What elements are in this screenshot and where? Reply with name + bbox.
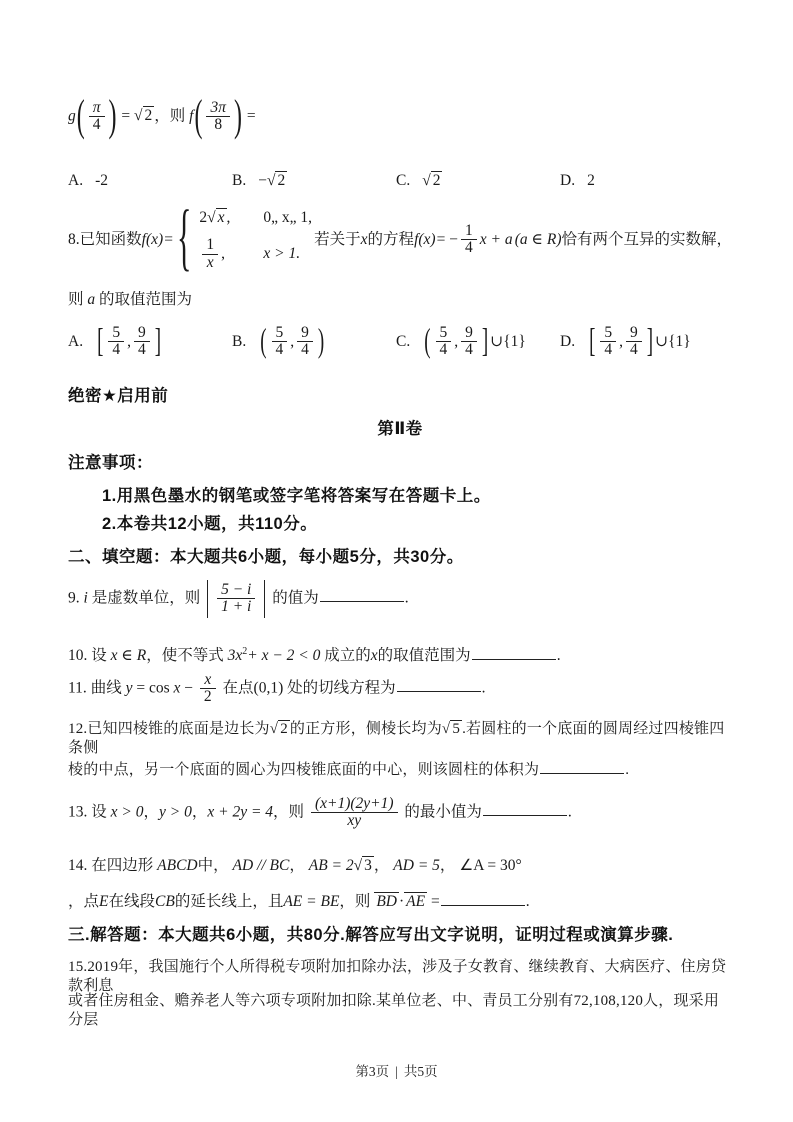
sqrt-x: √ x [207,209,225,226]
fraction-9-4: 9 4 [626,325,642,359]
q8-option-d [560,322,724,361]
option-label: B. [232,172,247,189]
radical-icon: √ [422,172,431,189]
math-y-gt-0: y > 0 [159,803,192,821]
math-y: y [125,679,133,697]
q10-line [68,646,732,666]
radical-icon: √ [269,721,279,737]
comma: , [290,332,295,350]
period: . [404,589,409,607]
math-e: E [99,893,109,911]
option-label: D. [560,332,576,350]
radical-icon: √ [266,172,276,189]
q15-line-1: 15.2019年，我国施行个人所得税专项附加扣除办法，涉及子女教育、继续教育、大病医疗、住房贷款利息 [68,959,727,994]
piecewise-row-2 [199,237,312,271]
notice-item-2: 2.本卷共12小题，共110分。 [102,515,318,533]
q8-tail-text: 恰有两个互异的实数解， [561,230,732,248]
q9-line [68,580,732,618]
option-label: D. [560,172,576,189]
answer-blank [483,802,567,816]
q14-text-4: ，则 [339,893,371,911]
equals-sign: = [246,107,256,125]
math-fx: f(x) [414,230,436,248]
comma: ， [373,857,390,874]
close-bracket: ] [481,322,489,361]
q7-option-b [232,172,396,190]
fill-in-section-header: 二、填空题：本大题共6小题，每小题5分，共30分。 [68,548,464,566]
close-bracket: ) [317,322,325,361]
open-paren: ( [76,92,85,141]
open-bracket: [ [589,322,596,361]
option-value: 2 [587,172,595,189]
option-label: B. [232,332,247,350]
answer-blank [472,646,556,660]
period: . [625,761,630,778]
option-label: C. [396,172,411,189]
fraction-1-4: $\frac{1}{4}$ [461,223,477,257]
q14-text-3: 的延长线上，且 [174,893,284,911]
point-coords: (0,1) [253,679,284,697]
q7-formula-line [68,92,732,141]
abs-value-fraction [207,580,265,618]
fraction-9-4: 9 4 [297,325,313,359]
equals-cos: = cos [136,679,170,697]
comma: ， [439,857,456,874]
fraction-complex: $\frac{5 - i}{1 + i}$ [217,582,255,616]
q9-text: 是虚数单位，则 [91,589,201,607]
option-value: -2 [95,172,108,189]
dot-operator: · [398,893,405,911]
q12-line-1 [68,720,732,758]
period: . [525,893,530,911]
q14-pre: 在四边形 [91,857,154,874]
close-paren: ) [234,92,242,141]
sqrt-2: √ 2 [422,172,441,189]
union-set: ∪{1} [655,333,691,351]
math-constraint: x + 2y = 4 [207,803,274,821]
q13-number: 13. [68,803,88,821]
page-number: 第3页 [355,1064,390,1079]
equals-sign: = [121,107,131,125]
q12-line-2 [68,760,732,780]
piecewise-block [199,208,312,271]
q7-option-d [560,172,724,190]
math-x-in-R: x ∈ R [110,647,147,665]
radical-icon: √ [441,721,451,737]
close-bracket: ] [646,322,654,361]
math-a: a [87,291,96,308]
union-set: ∪{1} [490,333,526,351]
open-paren: ( [194,92,203,141]
math-inequality: + x − 2 < 0 [247,647,321,665]
period: . [481,679,486,697]
comma: , [226,209,231,226]
vector-bd: BD [376,893,397,911]
period: . [556,647,561,665]
fraction-9-4: 9 4 [134,325,150,359]
close-bracket: ] [154,322,162,361]
math-x-gt-0: x > 0 [110,803,144,821]
piecewise-expr-2 [199,237,263,271]
sqrt-5: √ 5 [441,721,461,737]
comma: ， [289,857,305,874]
fraction-pi-4: $\frac{\pi}{4}$ [89,100,105,134]
range-text: 的取值范围为 [99,291,193,308]
q14-line-1 [68,856,732,875]
comma: ， [143,803,159,821]
q13-pre: 设 [91,803,107,821]
volume-title: 第Ⅱ卷 [377,420,423,438]
sqrt-2: √ 2 [266,172,286,189]
option-label: C. [396,332,411,350]
answer-blank [441,892,525,906]
minus-sign: − [258,172,267,189]
open-bracket: ( [424,322,431,361]
radical-icon: √ [353,857,363,874]
q10-number: 10. [68,647,88,665]
math-angle: ∠A = 30° [459,857,522,874]
staff-counts: 72,108,120 [573,993,644,1009]
math-parallel: AD // BC [232,857,290,874]
fraction-5-4: 5 4 [600,325,616,359]
q13-line [68,796,732,830]
math-ab: AB = 2 [308,857,354,874]
math-g: g [68,107,76,125]
radical-icon: √ [207,209,216,226]
q7-option-c [396,172,560,190]
answer-blank [320,588,404,602]
q10-pre: 设 [91,647,107,665]
option-label: A. [68,172,84,189]
notice-item-1: 1.用黑色墨水的钢笔或签字笔将答案写在答题卡上。 [102,487,491,505]
fraction-x-2: $\frac{x}{2}$ [200,672,216,706]
q8-question-line [68,196,732,280]
solution-section-header: 三.解答题：本大题共6小题，共80分.解答应写出文字说明，证明过程或演算步骤. [68,926,674,944]
q12-text-1: 12.已知四棱锥的底面是边长为 [68,721,270,737]
secret-banner: 绝密★启用前 [68,387,169,405]
q11-number: 11. [68,679,87,697]
piecewise-brace: { [176,196,192,280]
then-text: ，则 [273,803,305,821]
q8-mid-text-1: 若关于 [314,230,361,248]
q12-text-4: 棱的中点，另一个底面的圆心为四棱锥底面的中心，则该圆柱的体积为 [68,761,540,778]
math-i: i [83,589,88,607]
option-label: A. [68,332,84,350]
q10-mid: ，使不等式 [146,647,224,665]
q8-range-line [68,290,732,309]
q10-post: 的取值范围为 [377,647,471,665]
math-fx: f(x) [141,230,164,248]
equals-sign: = [430,893,440,911]
q14-text-2: 在线段 [108,893,155,911]
q11-post: 处的切线方程为 [287,679,396,697]
footer-separator: | [395,1064,398,1079]
fraction-expression: $\frac{(x+1)(2y+1)}{xy}$ [311,796,398,830]
sqrt-3: √ 3 [353,857,372,874]
close-paren: ) [108,92,117,141]
comma: , [221,245,225,263]
vector-ae: AE [406,893,426,911]
math-cb: CB [155,893,175,911]
q13-post: 的最小值为 [404,803,482,821]
q15-text-2: 人，现采用分层 [68,993,720,1028]
equals-minus: = − [436,230,458,248]
then-text: 则 [68,291,84,308]
fraction-5-4: 5 4 [272,325,288,359]
radical-icon: √ [134,107,143,125]
total-pages: 共5页 [403,1064,438,1079]
math-f: f [189,107,194,125]
q15-text-1: 或者住房租金、赡养老人等六项专项附加扣除.某单位老、中、青员工分别有 [68,993,574,1009]
q12-text-2: 的正方形，侧棱长均为 [289,721,442,737]
notice-title: 注意事项： [68,454,153,472]
math-abcd: ABCD [157,857,198,874]
sqrt-2: √ 2 [269,721,288,737]
q15-line-2 [68,992,732,1030]
fraction-9-4: 9 4 [461,325,477,359]
piecewise-expr-1 [199,208,263,227]
math-x: x [173,679,181,697]
answer-blank [540,760,624,774]
open-bracket: [ [97,322,104,361]
comma: ， [191,803,208,821]
q8-mid-text-2: 的方程 [367,230,415,248]
q11-line [68,672,732,706]
q9-post-text: 的值为 [272,589,319,607]
q9-number: 9. [68,589,80,607]
q11-mid: 在点 [222,679,254,697]
q8-lead-text: 8.已知函数 [68,230,142,248]
q7-option-a [68,172,232,190]
comma: , [619,332,624,350]
math-3x: 3x [227,647,243,665]
math-ad: AD = 5 [393,857,440,874]
q10-mid2: 成立的 [324,647,371,665]
fraction-5-4: 5 4 [108,325,124,359]
equals-sign: = [164,230,173,248]
piecewise-cond-2: x > 1. [263,245,301,263]
q8-option-b [232,322,396,361]
comma: , [454,332,459,350]
exponent: 2 [242,646,248,658]
q12-text-3: .若圆柱的一个底面的圆周经过四棱锥四条侧 [68,721,725,756]
piecewise-cond-1: 0„ x„ 1, [263,209,313,226]
math-ae-be: AE = BE [283,893,340,911]
answer-blank [397,678,481,692]
q8-option-a [68,322,232,361]
piecewise-row-1 [199,208,312,227]
open-bracket: ( [260,322,267,361]
fraction-1-x: 1 x [202,237,218,271]
sqrt-2: √ 2 [134,107,153,125]
q11-pre: 曲线 [90,679,122,697]
q14-line-2 [68,892,732,912]
math-x: x [370,647,378,665]
fraction-3pi-8: $\frac{3\pi}{8}$ [206,100,230,134]
minus-sign: − [184,679,194,697]
period: . [567,803,572,821]
q8-options-row [68,322,768,361]
q8-option-c [396,322,560,361]
fraction-5-4: 5 4 [436,325,452,359]
q14-mid: 中， [197,857,229,874]
comma: , [127,332,132,350]
q14-text-1: ，点 [68,893,100,911]
then-text: ，则 [154,107,186,125]
math-a-in-R: (a ∈ R) [514,230,562,248]
page-footer [0,1060,793,1080]
q14-number: 14. [68,857,88,874]
math-x: x [360,230,368,248]
coefficient: 2 [199,209,208,226]
math-x-plus-a: x + a [479,230,513,248]
q7-options-row [68,172,768,190]
